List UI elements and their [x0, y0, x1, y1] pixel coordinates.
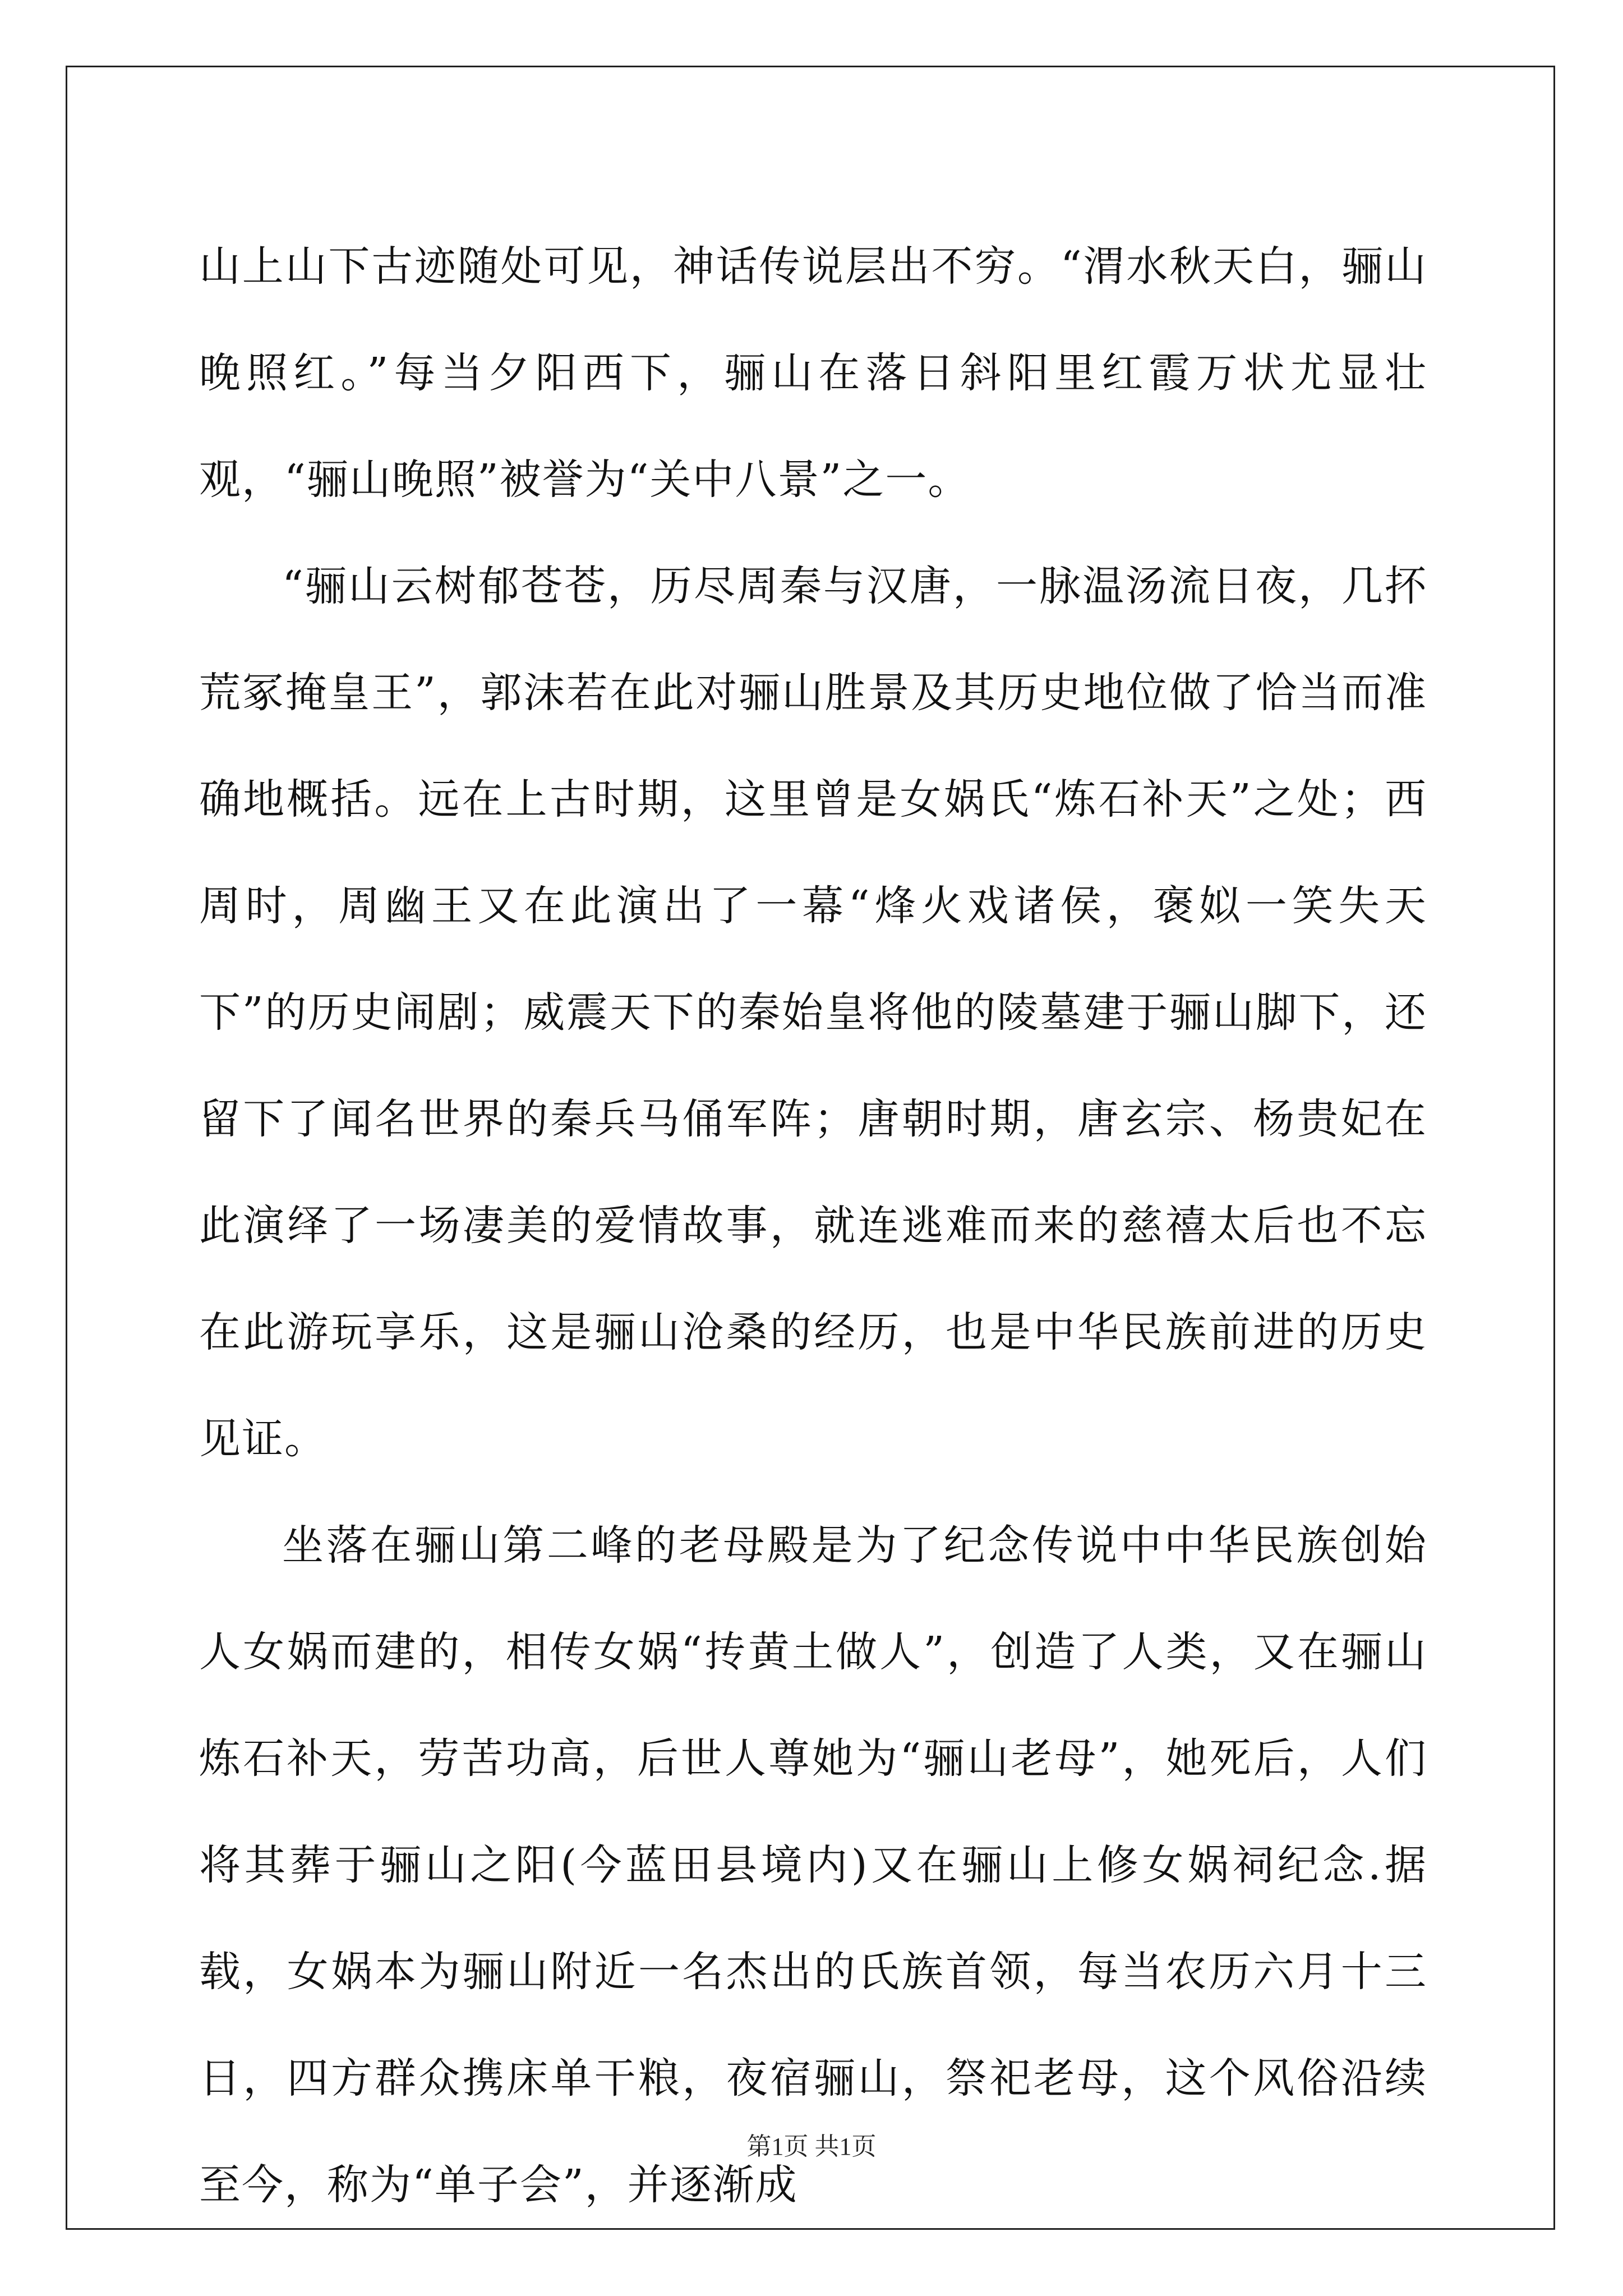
page-number-footer: 第1页 共1页 [746, 2133, 877, 2160]
paragraph-3: 坐落在骊山第二峰的老母殿是为了纪念传说中中华民族创始人女娲而建的，相传女娲“抟黄土做人”，创造了人类，又在骊山炼石补天，劳苦功高，后世人尊她为“骊山老母”，她死后，人们将其葬于骊山之阳(今蓝田县境内)又在骊山上修女娲祠纪念.据载，女娲本为骊山附近一名杰出的氏族首领，每当农历六月十三日，四方群众携床单干粮，夜宿骊山，祭祀老母，这个风俗沿续至今，称为“单子会”，并逐渐成 [199, 1521, 1427, 2209]
paragraph-1: 山上山下古迹随处可见，神话传说层出不穷。“渭水秋天白，骊山晚照红。”每当夕阳西下，骊山在落日斜阳里红霞万状尤显壮观，“骊山晚照”被誉为“关中八景”之一。 [199, 242, 1427, 504]
document-body [199, 213, 1427, 2238]
paragraph-2: “骊山云树郁苍苍，历尽周秦与汉唐，一脉温汤流日夜，几抔荒冢掩皇王”，郭沫若在此对骊山胜景及其历史地位做了恰当而准确地概括。远在上古时期，这里曾是女娲氏“炼石补天”之处；西周时，周幽王又在此演出了一幕“烽火戏诸侯，褒姒一笑失天下”的历史闹剧；威震天下的秦始皇将他的陵墓建于骊山脚下，还留下了闻名世界的秦兵马俑军阵；唐朝时期，唐玄宗、杨贵妃在此演绎了一场凄美的爱情故事，就连逃难而来的慈禧太后也不忘在此游玩享乐，这是骊山沧桑的经历，也是中华民族前进的历史见证。 [199, 562, 1427, 1463]
